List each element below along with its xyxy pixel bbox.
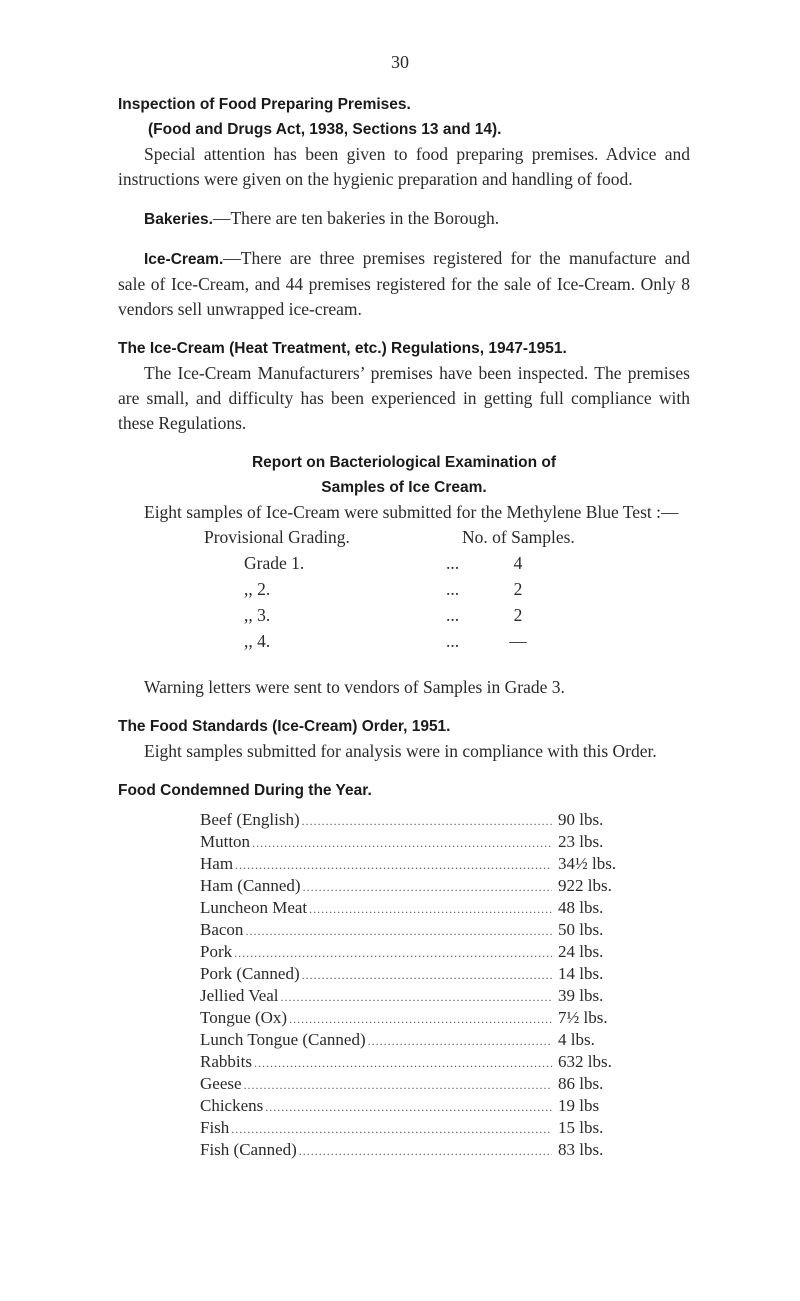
inspection-paragraph: Special attention has been given to food preparing premises. Advice and instructions were given on the hygienic preparation and handling of food. xyxy=(118,144,690,189)
food-name: Mutton xyxy=(200,832,251,851)
food-quantity: 7½ lbs. xyxy=(558,1008,608,1027)
list-item xyxy=(200,809,620,831)
food-quantity: 14 lbs. xyxy=(558,964,604,983)
leader-dots xyxy=(368,1030,552,1052)
condemned-heading: Food Condemned During the Year. xyxy=(118,782,372,799)
grade-label: ,, 4. xyxy=(244,631,271,651)
grade-label: ,, 2. xyxy=(244,579,271,599)
leader-dots xyxy=(235,854,552,876)
food-quantity: 19 lbs xyxy=(558,1096,600,1115)
condemned-food-list xyxy=(200,809,620,1161)
leader-dots xyxy=(302,810,552,832)
list-item xyxy=(200,897,620,919)
food-name: Pork xyxy=(200,942,233,961)
list-item xyxy=(200,1139,620,1161)
food-name: Luncheon Meat xyxy=(200,898,308,917)
regulations-heading: The Ice-Cream (Heat Treatment, etc.) Regulations, 1947-1951. xyxy=(118,340,567,357)
page-number: 30 xyxy=(391,52,409,72)
food-name: Bacon xyxy=(200,920,244,939)
list-item xyxy=(200,941,620,963)
grading-table xyxy=(118,525,690,675)
bakeries-label: Bakeries. xyxy=(144,211,213,228)
warning-paragraph: Warning letters were sent to vendors of Samples in Grade 3. xyxy=(144,677,565,697)
leader-dots xyxy=(244,1074,552,1096)
food-name: Beef (English) xyxy=(200,810,300,829)
leader-dots: ... xyxy=(446,605,460,625)
leader-dots xyxy=(281,986,552,1008)
list-item xyxy=(200,1051,620,1073)
food-name: Chickens xyxy=(200,1096,264,1115)
report-heading-line1: Report on Bacteriological Examination of xyxy=(251,454,556,471)
sample-count: 4 xyxy=(513,553,523,573)
food-name: Ham xyxy=(200,854,234,873)
list-item xyxy=(200,985,620,1007)
food-name: Pork (Canned) xyxy=(200,964,300,983)
ice-cream-paragraph xyxy=(118,246,690,322)
regulations-paragraph: The Ice-Cream Manufacturers’ premises have been inspected. The premises are small, and difficulty has been experienced in getting full compliance with these Regulations. xyxy=(118,363,690,433)
food-name: Geese xyxy=(200,1074,242,1093)
sample-count: — xyxy=(509,631,527,651)
samples-column-header: No. of Samples. xyxy=(462,527,575,547)
list-item xyxy=(200,1073,620,1095)
food-name: Lunch Tongue (Canned) xyxy=(200,1030,366,1049)
page-content xyxy=(118,92,690,1161)
grade-label: Grade 1. xyxy=(244,553,305,573)
list-item xyxy=(200,1117,620,1139)
ice-cream-label: Ice-Cream. xyxy=(144,251,224,268)
food-quantity: 50 lbs. xyxy=(558,920,604,939)
leader-dots xyxy=(252,832,552,854)
grade-label: ,, 3. xyxy=(244,605,271,625)
food-quantity: 48 lbs. xyxy=(558,898,604,917)
list-item xyxy=(200,1007,620,1029)
sample-count: 2 xyxy=(513,579,523,599)
leader-dots xyxy=(299,1140,552,1162)
leader-dots xyxy=(234,942,552,964)
section-heading-inspection: Inspection of Food Preparing Premises. xyxy=(118,96,411,113)
food-name: Fish (Canned) xyxy=(200,1140,297,1159)
food-quantity: 4 lbs. xyxy=(558,1030,595,1049)
leader-dots xyxy=(245,920,552,942)
food-quantity: 15 lbs. xyxy=(558,1118,604,1137)
food-quantity: 90 lbs. xyxy=(558,810,604,829)
food-name: Tongue (Ox) xyxy=(200,1008,288,1027)
sample-count: 2 xyxy=(513,605,523,625)
leader-dots: ... xyxy=(446,579,460,599)
food-name: Jellied Veal xyxy=(200,986,279,1005)
food-quantity: 39 lbs. xyxy=(558,986,604,1005)
leader-dots xyxy=(231,1118,552,1140)
grading-row xyxy=(118,577,690,603)
list-item xyxy=(200,1095,620,1117)
ice-cream-text: —There are three premises registered for the manufacture and sale of Ice-Cream, and 44 premises registered for the sale of Ice-Cream. Only 8 vendors sell unwrapped ice-cream. xyxy=(118,248,690,319)
standards-heading: The Food Standards (Ice-Cream) Order, 1951. xyxy=(118,718,451,735)
list-item xyxy=(200,963,620,985)
food-name: Rabbits xyxy=(200,1052,252,1071)
list-item xyxy=(200,853,620,875)
grading-row xyxy=(118,603,690,629)
grading-row xyxy=(118,551,690,577)
report-paragraph: Eight samples of Ice-Cream were submitted for the Methylene Blue Test :— xyxy=(144,502,679,522)
food-name: Ham (Canned) xyxy=(200,876,301,895)
leader-dots xyxy=(265,1096,552,1118)
list-item xyxy=(200,1029,620,1051)
report-heading-line2: Samples of Ice Cream. xyxy=(321,479,487,496)
list-item xyxy=(200,919,620,941)
food-name: Fish xyxy=(200,1118,230,1137)
list-item xyxy=(200,875,620,897)
food-quantity: 23 lbs. xyxy=(558,832,604,851)
leader-dots xyxy=(303,876,552,898)
standards-paragraph: Eight samples submitted for analysis were in compliance with this Order. xyxy=(144,741,657,761)
food-quantity: 34½ lbs. xyxy=(558,854,617,873)
food-quantity: 24 lbs. xyxy=(558,942,604,961)
leader-dots: ... xyxy=(446,553,460,573)
leader-dots xyxy=(289,1008,552,1030)
list-item xyxy=(200,831,620,853)
leader-dots xyxy=(302,964,552,986)
bakeries-text: —There are ten bakeries in the Borough. xyxy=(212,208,500,228)
food-quantity: 922 lbs. xyxy=(558,876,612,895)
food-quantity: 632 lbs. xyxy=(558,1052,612,1071)
grading-row xyxy=(118,629,690,655)
section-subheading-act: (Food and Drugs Act, 1938, Sections 13 and 14). xyxy=(148,121,502,138)
leader-dots xyxy=(309,898,552,920)
leader-dots xyxy=(254,1052,552,1074)
bakeries-paragraph xyxy=(118,206,690,232)
leader-dots: ... xyxy=(446,631,460,651)
food-quantity: 86 lbs. xyxy=(558,1074,604,1093)
food-quantity: 83 lbs. xyxy=(558,1140,604,1159)
grading-column-header: Provisional Grading. xyxy=(204,527,350,547)
